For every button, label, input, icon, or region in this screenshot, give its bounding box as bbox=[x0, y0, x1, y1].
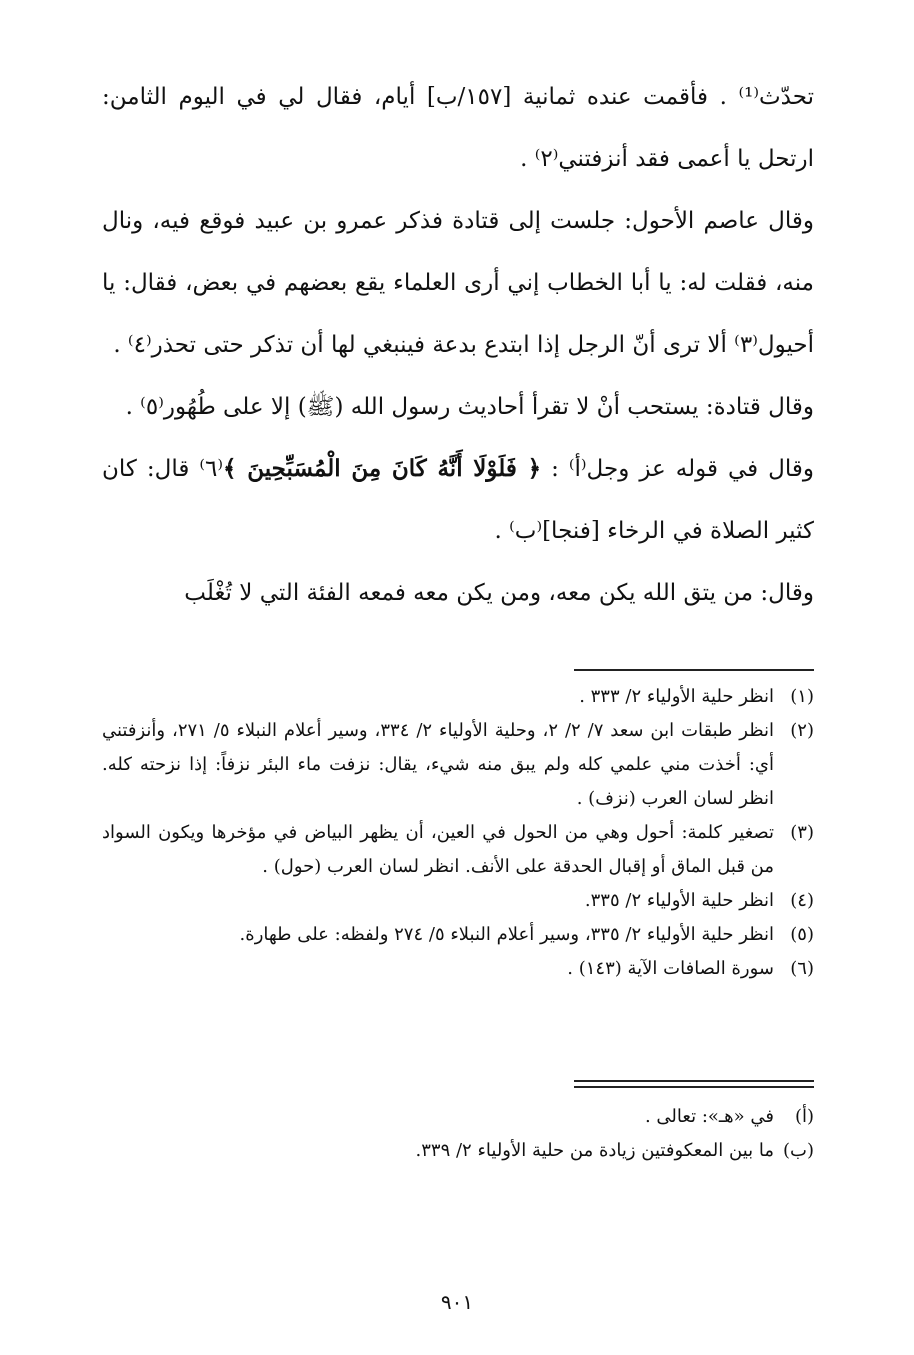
footnote-item bbox=[102, 918, 814, 952]
variant-note-text: ما بين المعكوفتين زيادة من حلية الأولياء ٢/ ٣٣٩. bbox=[415, 1140, 774, 1161]
paragraph-4-rest: ⁽٦⁾ قال: كان كثير الصلاة في الرخاء [فنجا]⁽ب⁾ . bbox=[102, 456, 814, 544]
footnote-number: (٦) bbox=[790, 958, 814, 979]
paragraph-3: وقال قتادة: يستحب أنْ لا تقرأ أحاديث رسول الله (ﷺ) إلا على طُهُور⁽٥⁾ . bbox=[125, 394, 814, 420]
paragraph-5: وقال: من يتق الله يكن معه، ومن يكن معه فمعه الفئة التي لا تُغْلَب bbox=[184, 580, 814, 606]
footnote-text: انظر حلية الأولياء ٢/ ٣٣٥، وسير أعلام النبلاء ٥/ ٢٧٤ ولفظه: على طهارة. bbox=[239, 924, 774, 945]
footnote-number: (٣) bbox=[790, 822, 814, 843]
main-text bbox=[102, 66, 814, 624]
variant-note-item bbox=[102, 1134, 814, 1168]
footnote-separator bbox=[574, 669, 814, 671]
footnote-item bbox=[102, 714, 814, 816]
variant-separator bbox=[574, 1080, 814, 1088]
footnote-number: (٢) bbox=[790, 720, 814, 741]
footnote-text: سورة الصافات الآية (١٤٣) . bbox=[567, 958, 774, 979]
footnote-text: انظر حلية الأولياء ٢/ ٣٣٣ . bbox=[579, 686, 774, 707]
quran-verse: ﴿ فَلَوْلَا أَنَّهُ كَانَ مِنَ الْمُسَبِّحِينَ ﴾ bbox=[223, 455, 542, 482]
paragraph-2: وقال عاصم الأحول: جلست إلى قتادة فذكر عمرو بن عبيد فوقع فيه، ونال منه، فقلت له: يا أبا الخطاب إني أرى العلماء يقع بعضهم في بعض، فقال: يا أحيول⁽٣⁾ ألا ترى أنّ الرجل إذا ابتدع بدعة فينبغي لها أن تذكر حتى تحذر⁽٤⁾ . bbox=[102, 208, 814, 358]
footnote-item bbox=[102, 884, 814, 918]
footnote-number: (٥) bbox=[790, 924, 814, 945]
footnote-number: (٤) bbox=[790, 890, 814, 911]
footnote-text: انظر طبقات ابن سعد ٧/ ٢/ ٢، وحلية الأولياء ٢/ ٣٣٤، وسير أعلام النبلاء ٥/ ٢٧١، وأنزفتني أي: أخذت مني علمي كله ولم يبق منه شيء، يقال: نزفت ماء البئر نزفاً: إذا نزحته كله. انظر لسان العرب (نزف) . bbox=[102, 720, 774, 809]
paragraph-1: تحدّث⁽¹⁾ . فأقمت عنده ثمانية [١٥٧/ب] أيام، فقال لي في اليوم الثامن: ارتحل يا أعمى فقد أنزفتني⁽٢⁾ . bbox=[102, 84, 814, 172]
footnote-item bbox=[102, 816, 814, 884]
paragraph-4 bbox=[102, 438, 814, 562]
variant-note-letter: (أ) bbox=[794, 1106, 814, 1127]
variant-note-item bbox=[102, 1100, 814, 1134]
paragraph-4-intro: وقال في قوله عز وجل⁽أ⁾ : bbox=[541, 456, 814, 482]
variant-note-letter: (ب) bbox=[783, 1140, 814, 1161]
footnotes bbox=[102, 680, 814, 986]
footnote-item bbox=[102, 952, 814, 986]
footnote-item bbox=[102, 680, 814, 714]
variant-note-text: في «هـ»: تعالى . bbox=[644, 1106, 774, 1127]
variant-notes bbox=[102, 1100, 814, 1168]
footnote-number: (١) bbox=[790, 686, 814, 707]
page-number: ٩٠١ bbox=[440, 1290, 474, 1314]
footnote-text: تصغير كلمة: أحول وهي من الحول في العين، أن يظهر البياض في مؤخرها ويكون السواد من قبل الماق أو إقبال الحدقة على الأنف. انظر لسان العرب (حول) . bbox=[102, 822, 774, 877]
footnote-text: انظر حلية الأولياء ٢/ ٣٣٥. bbox=[584, 890, 774, 911]
